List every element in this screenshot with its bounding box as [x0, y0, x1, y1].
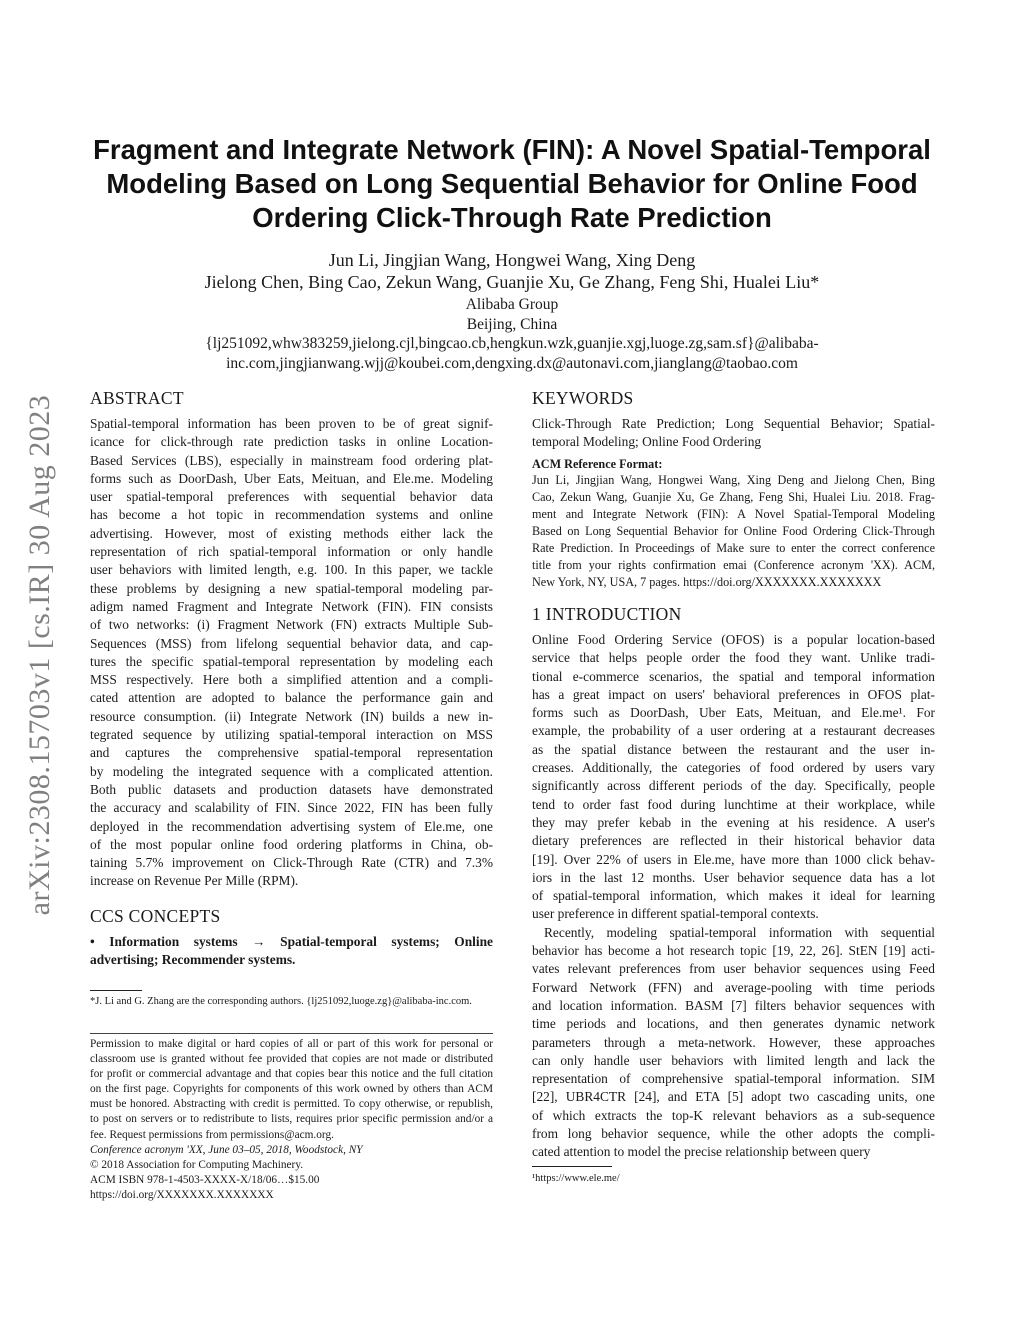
acm-reference-line: New York, NY, USA, 7 pages. https://doi.org/XXXXXXX.XXXXXXX [532, 575, 882, 589]
abstract-line: icance for click-through rate prediction tasks in online Location- [90, 434, 493, 450]
author-list [60, 249, 964, 293]
acm-reference-line: Based on Long Sequential Behavior for Online Food Ordering Click-Through [532, 524, 935, 538]
abstract-line: these problems by designing a new spatial-temporal modeling par- [90, 580, 493, 596]
keywords-line: Click-Through Rate Prediction; Long Sequential Behavior; Spatial- [532, 416, 935, 431]
abstract-line: Sequences (MSS) from lifelong sequential behavior data, and cap- [90, 635, 493, 651]
introduction-line: tional e-commerce scenarios, the spatial and temporal information [532, 668, 935, 684]
abstract-line: MSS respectively. Here both a simplified attention and a compli- [90, 672, 493, 688]
permission-line: for profit or commercial advantage and that copies bear this notice and the full citation [90, 1068, 493, 1081]
abstract-line: advertising. However, most of existing methods either lack the [90, 525, 493, 541]
permission-rule [90, 1033, 493, 1034]
acm-reference-line: Cao, Zekun Wang, Guanjie Xu, Ge Zhang, Feng Shi, Hualei Liu. 2018. Frag- [532, 490, 935, 504]
abstract-line: of the most popular online food ordering platforms in China, ob- [90, 836, 493, 852]
introduction-line: vates relevant preferences from user behavior sequences using Feed [532, 961, 935, 977]
introduction-section [532, 604, 935, 1162]
title-line: Ordering Click-Through Rate Prediction [252, 202, 772, 233]
author-footnote: *J. Li and G. Zhang are the corresponding authors. {lj251092,luoge.zg}@alibaba-inc.com. [90, 996, 472, 1007]
permission-line: to post on servers or to redistribute to lists, requires prior specific permission and/or a [90, 1113, 493, 1126]
paper-title [60, 133, 964, 235]
author-emails [60, 334, 964, 374]
acm-reference-heading: ACM Reference Format: [532, 457, 663, 471]
keywords-heading: KEYWORDS [532, 388, 634, 408]
abstract-line: representation of rich spatial-temporal information or only handle [90, 544, 493, 560]
title-line: Fragment and Integrate Network (FIN): A Novel Spatial-Temporal [93, 134, 931, 165]
introduction-line: dietary preferences are reflected in their historical behavior data [532, 833, 935, 849]
footnote-rule [90, 990, 142, 991]
introduction-line: time periods and locations, and then generates dynamic network [532, 1016, 935, 1032]
abstract-line: increase on Revenue Per Mille (RPM). [90, 873, 299, 889]
affiliation [60, 295, 964, 335]
introduction-heading: 1 INTRODUCTION [532, 604, 682, 624]
introduction-line: creases. Additionally, the categories of food ordered by users vary [532, 760, 935, 776]
introduction-line: [22], UBR4CTR [24], and ETA [5] adopt two cascading units, one [532, 1089, 935, 1105]
abstract-line: tures the specific spatial-temporal representation by modeling each [90, 653, 493, 669]
abstract-line: of two networks: (i) Fragment Network (FN) extracts Multiple Sub- [90, 617, 493, 633]
arxiv-stamp-text: arXiv:2308.15703v1 [cs.IR] 30 Aug 2023 [23, 394, 56, 916]
abstract-line: resource consumption. (ii) Integrate Network (IN) builds a new in- [90, 708, 493, 724]
keywords-line: temporal Modeling; Online Food Ordering [532, 434, 762, 450]
url-footnote-rule [532, 1166, 612, 1167]
introduction-line: [19]. Over 22% of users in Ele.me, have more than 1000 click behav- [532, 851, 935, 867]
introduction-line: Recently, modeling spatial-temporal information with sequential [544, 924, 935, 940]
abstract-line: Both public datasets and production datasets have demonstrated [90, 781, 493, 797]
title-line: Modeling Based on Long Sequential Behavior for Online Food [106, 168, 918, 199]
keywords-body [532, 415, 935, 452]
arxiv-stamp [20, 365, 60, 945]
introduction-line: they may prefer kebab in the evening at his residence. A user's [532, 814, 935, 830]
abstract-line: the accuracy and scalability of FIN. Since 2022, FIN has been fully [90, 800, 493, 816]
introduction-line: has a great impact on users' behavioral preferences in OFOS plat- [532, 686, 935, 702]
abstract-line: and captures the comprehensive spatial-temporal representation [90, 745, 493, 761]
permission-line: on the first page. Copyrights for components of this work owned by others than ACM [90, 1083, 493, 1096]
ccs-section [90, 906, 493, 970]
affiliation-org: Alibaba Group [465, 296, 559, 313]
abstract-line: Based Services (LBS), especially in mainstream food ordering plat- [90, 452, 493, 468]
abstract-heading: ABSTRACT [90, 388, 184, 408]
introduction-line: of spatial-temporal information, which makes it ideal for learning [532, 888, 935, 904]
introduction-line: cated attention to model the precise relationship between query [532, 1144, 871, 1160]
acm-reference-line: Rate Prediction. In Proceedings of Make sure to enter the correct conference [532, 541, 935, 555]
abstract-body [90, 415, 493, 891]
ccs-body [90, 933, 493, 970]
permission-line: classroom use is granted without fee provided that copies are not made or distributed [90, 1053, 493, 1066]
abstract-line: taining 5.7% improvement on Click-Through Rate (CTR) and 7.3% [90, 855, 493, 871]
acm-reference [532, 456, 935, 591]
copyright-line: © 2018 Association for Computing Machinery. [90, 1158, 304, 1171]
email-line: {lj251092,whw383259,jielong.cjl,bingcao.cb,hengkun.wzk,guanjie.xgj,luoge.zg,sam.sf}@alibaba- [205, 335, 819, 352]
keywords-section [532, 388, 935, 452]
introduction-line: as the spatial distance between the restaurant and the user in- [532, 741, 935, 757]
permission-line: must be honored. Abstracting with credit is permitted. To copy otherwise, or republish, [90, 1098, 493, 1111]
abstract-section [90, 388, 493, 891]
affiliation-location: Beijing, China [466, 316, 558, 333]
author-line: Jielong Chen, Bing Cao, Zekun Wang, Guanjie Xu, Ge Zhang, Feng Shi, Hualei Liu* [204, 272, 820, 292]
introduction-line: significantly across different periods of the day. Specifically, people [532, 778, 935, 794]
doi-line: https://doi.org/XXXXXXX.XXXXXXX [90, 1188, 274, 1201]
abstract-line: by modeling the integrated sequence with a complicated attention. [90, 763, 493, 779]
abstract-line: cated attention are adopted to balance the performance gain and [90, 690, 493, 706]
ccs-line: advertising; Recommender systems. [90, 952, 296, 968]
abstract-line: deployed in the recommendation advertising system of Ele.me, one [90, 818, 493, 834]
abstract-line: tegrated sequence by utilizing spatial-temporal interaction on MSS [90, 727, 493, 743]
introduction-line: parameters through a meta-network. However, these approaches [532, 1034, 935, 1050]
introduction-line: representation of comprehensive spatial-temporal information. SIM [532, 1071, 935, 1087]
ccs-line: • Information systems → Spatial-temporal systems; Online [90, 934, 493, 949]
conference-line: Conference acronym 'XX, June 03–05, 2018, Woodstock, NY [90, 1143, 363, 1156]
introduction-line: service that helps people order the food they want. Unlike tradi- [532, 650, 935, 666]
acm-reference-line: Jun Li, Jingjian Wang, Hongwei Wang, Xing Deng and Jielong Chen, Bing [532, 473, 935, 487]
abstract-line: user spatial-temporal preferences with sequential behavior data [90, 489, 493, 505]
permission-text [90, 1037, 493, 1143]
url-footnote: ¹https://www.ele.me/ [532, 1173, 620, 1184]
introduction-line: Forward Network (FFN) and average-pooling with time periods [532, 979, 935, 995]
abstract-line: forms such as DoorDash, Uber Eats, Meituan, and Ele.me. Modeling [90, 470, 493, 486]
introduction-line: of which extracts the top-K relevant behaviors as a sub-sequence [532, 1107, 935, 1123]
introduction-line: iors in the last 12 months. User behavior sequence data has a lot [532, 869, 935, 885]
introduction-line: forms such as DoorDash, Uber Eats, Meituan, and Ele.me¹. For [532, 705, 935, 721]
email-line: inc.com,jingjianwang.wjj@koubei.com,dengxing.dx@autonavi.com,jianglang@taobao.com [226, 355, 798, 372]
acm-reference-line: title from your rights confirmation emai (Conference acronym 'XX). ACM, [532, 558, 935, 572]
introduction-line: behavior has become a hot research topic [19, 22, 26]. StEN [19] acti- [532, 943, 935, 959]
isbn-line: ACM ISBN 978-1-4503-XXXX-X/18/06…$15.00 [90, 1173, 320, 1186]
abstract-line: adigm named Fragment and Integrate Network (FIN). FIN consists [90, 598, 493, 614]
abstract-line: user behaviors with limited length, e.g. 100. In this paper, we tackle [90, 562, 493, 578]
introduction-line: Online Food Ordering Service (OFOS) is a popular location-based [532, 632, 935, 647]
acm-reference-line: ment and Integrate Network (FIN): A Novel Spatial-Temporal Modeling [532, 507, 935, 521]
permission-line: fee. Request permissions from permissions@acm.org. [90, 1128, 334, 1141]
permission-block [90, 1037, 493, 1203]
introduction-line: user preference in different spatial-temporal contexts. [532, 906, 819, 922]
introduction-line: tend to order fast food during lunchtime at their workplace, while [532, 796, 935, 812]
author-line: Jun Li, Jingjian Wang, Hongwei Wang, Xing Deng [328, 250, 696, 270]
ccs-heading: CCS CONCEPTS [90, 906, 221, 926]
introduction-line: example, the probability of a user ordering at a restaurant decreases [532, 723, 935, 739]
permission-line: Permission to make digital or hard copies of all or part of this work for personal or [90, 1038, 493, 1050]
introduction-line: and location information. BASM [7] filters behavior sequences with [532, 997, 935, 1013]
abstract-line: has become a hot topic in recommendation systems and online [90, 507, 493, 523]
introduction-line: can only handle user behaviors with limited length and lack the [532, 1052, 935, 1068]
introduction-line: from long behavior sequence, while the other adopts the compli- [532, 1126, 935, 1142]
introduction-body [532, 631, 935, 1162]
abstract-line: Spatial-temporal information has been proven to be of great signif- [90, 416, 493, 431]
acm-reference-body [532, 472, 935, 591]
